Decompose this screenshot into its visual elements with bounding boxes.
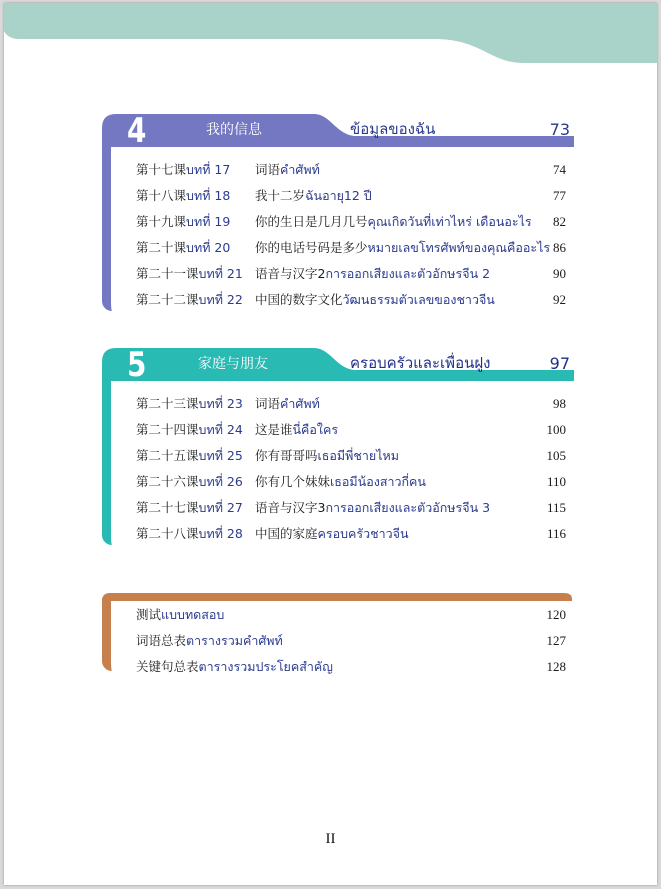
toc-entry[interactable]: [111, 209, 574, 235]
lesson-title-th: การออกเสียงและตัวอักษรจีน 2: [325, 266, 491, 281]
unit-4-number: 4: [127, 111, 147, 151]
lesson-title: [255, 391, 320, 417]
lesson-title: [255, 261, 490, 287]
lesson-number: [136, 469, 243, 495]
unit-4-header-shape: [102, 114, 574, 147]
lesson-number-cn: 第二十七课: [136, 500, 199, 515]
toc-entry[interactable]: [111, 157, 574, 183]
lesson-number: [136, 235, 230, 261]
lesson-number-cn: 第二十课: [136, 240, 187, 255]
lesson-number: [136, 391, 243, 417]
toc-page: [4, 3, 657, 885]
lesson-number-th: บทที่ 23: [198, 396, 243, 411]
lesson-title: [255, 157, 320, 183]
lesson-title-th: ครอบครัวชาวจีน: [317, 526, 409, 541]
lesson-number-th: บทที่ 22: [198, 292, 243, 307]
unit-4-section: [102, 111, 574, 311]
lesson-title: [255, 443, 399, 469]
lesson-title-cn: 中国的家庭: [255, 526, 318, 541]
unit-5-number: 5: [127, 345, 147, 385]
unit-5-body: [102, 381, 574, 545]
lesson-title-th: เธอมีน้องสาวกี่คน: [330, 474, 426, 489]
lesson-title-cn: 语音与汉字2: [255, 266, 326, 281]
appendix-list: [111, 598, 574, 680]
unit-5-title-cn: 家庭与朋友: [198, 356, 268, 372]
lesson-title-cn: 词语: [255, 396, 281, 411]
lesson-number: [136, 287, 243, 313]
lesson-page: 86: [553, 240, 566, 255]
lesson-number: [136, 261, 243, 287]
lesson-number-th: บทที่ 17: [186, 162, 231, 177]
toc-entry[interactable]: [111, 183, 574, 209]
lesson-title-cn: 你有几个妹妹: [255, 474, 331, 489]
unit-4-page: 73: [549, 120, 570, 139]
toc-entry[interactable]: [111, 287, 574, 313]
appendix-body: [102, 598, 574, 674]
lesson-number-th: บทที่ 25: [198, 448, 243, 463]
lesson-number-th: บทที่ 19: [186, 214, 231, 229]
toc-entry[interactable]: [111, 495, 574, 521]
appendix-title: [136, 654, 333, 680]
lesson-number-cn: 第二十六课: [136, 474, 199, 489]
appendix-entry[interactable]: [111, 654, 574, 680]
lesson-page: 115: [546, 500, 566, 515]
lesson-number-cn: 第十九课: [136, 214, 187, 229]
lesson-title-th: หมายเลขโทรศัพท์ของคุณคืออะไร: [367, 240, 551, 255]
appendix-title: [136, 628, 283, 654]
lesson-title: [255, 287, 495, 313]
lesson-page: 105: [546, 448, 566, 463]
toc-entry[interactable]: [111, 391, 574, 417]
lesson-title-th: คำศัพท์: [280, 162, 320, 177]
appendix-title: [136, 602, 224, 628]
appendix-entry[interactable]: [111, 602, 574, 628]
lesson-title-cn: 词语: [255, 162, 281, 177]
lesson-page: 90: [553, 266, 566, 281]
appendix-title-cn: 测试: [136, 607, 162, 622]
lesson-title-th: คำศัพท์: [280, 396, 320, 411]
lesson-title: [255, 495, 490, 521]
lesson-number: [136, 443, 243, 469]
unit-4-header[interactable]: [102, 111, 574, 151]
lesson-title: [255, 209, 532, 235]
lesson-number-th: บทที่ 24: [198, 422, 243, 437]
page-number: II: [325, 831, 336, 847]
lesson-title: [255, 235, 550, 261]
lesson-number: [136, 417, 243, 443]
unit-4-title-cn: 我的信息: [206, 122, 262, 138]
appendix-page: 128: [546, 659, 566, 674]
unit-5-title-th: ครอบครัวและเพื่อนฝูง: [350, 354, 491, 372]
toc-entry[interactable]: [111, 417, 574, 443]
lesson-page: 92: [553, 292, 566, 307]
lesson-number-th: บทที่ 21: [198, 266, 243, 281]
lesson-number-th: บทที่ 18: [186, 188, 231, 203]
lesson-number: [136, 183, 230, 209]
lesson-number-th: บทที่ 28: [198, 526, 243, 541]
lesson-title: [255, 469, 426, 495]
unit-5-lesson-list: [111, 381, 574, 547]
lesson-title-th: วัฒนธรรมตัวเลขของชาวจีน: [342, 292, 495, 307]
toc-entry[interactable]: [111, 521, 574, 547]
unit-5-page: 97: [549, 354, 570, 373]
lesson-title-cn: 你有哥哥吗: [255, 448, 318, 463]
lesson-title-cn: 我十二岁: [255, 188, 306, 203]
unit-4-body: [102, 147, 574, 311]
lesson-number-cn: 第十七课: [136, 162, 187, 177]
lesson-number-cn: 第二十三课: [136, 396, 199, 411]
lesson-title-th: การออกเสียงและตัวอักษรจีน 3: [325, 500, 491, 515]
lesson-page: 74: [553, 162, 566, 177]
lesson-number-cn: 第二十一课: [136, 266, 199, 281]
appendix-title-cn: 关键句总表: [136, 659, 199, 674]
unit-5-section: [102, 345, 574, 545]
lesson-number-th: บทที่ 27: [198, 500, 243, 515]
lesson-title-cn: 这是谁: [255, 422, 293, 437]
lesson-number: [136, 495, 243, 521]
lesson-title-cn: 你的生日是几月几号: [255, 214, 368, 229]
lesson-page: 77: [553, 188, 566, 203]
toc-entry[interactable]: [111, 261, 574, 287]
lesson-title: [255, 183, 372, 209]
lesson-page: 98: [553, 396, 566, 411]
unit-5-header-shape: [102, 348, 574, 381]
appendix-page: 120: [546, 607, 566, 622]
lesson-number-cn: 第二十五课: [136, 448, 199, 463]
lesson-number: [136, 521, 243, 547]
lesson-number: [136, 157, 230, 183]
lesson-page: 110: [546, 474, 566, 489]
lesson-number-cn: 第二十八课: [136, 526, 199, 541]
lesson-page: 100: [546, 422, 566, 437]
appendix-title-th: ตารางรวมคำศัพท์: [186, 633, 283, 648]
lesson-title: [255, 417, 338, 443]
lesson-title-cn: 你的电话号码是多少: [255, 240, 368, 255]
appendix-title-th: ตารางรวมประโยคสำคัญ: [198, 659, 333, 674]
lesson-title-th: นี่คือใคร: [292, 422, 339, 437]
appendix-title-th: แบบทดสอบ: [161, 607, 225, 622]
toc-entry[interactable]: [111, 469, 574, 495]
lesson-number-cn: 第二十二课: [136, 292, 199, 307]
top-decorative-band: [4, 3, 657, 67]
unit-4-title-th: ข้อมูลของฉัน: [350, 120, 436, 138]
lesson-number-cn: 第十八课: [136, 188, 187, 203]
lesson-title-th: คุณเกิดวันที่เท่าไหร่ เดือนอะไร: [367, 214, 532, 229]
toc-entry[interactable]: [111, 443, 574, 469]
lesson-number-th: บทที่ 20: [186, 240, 231, 255]
lesson-number-cn: 第二十四课: [136, 422, 199, 437]
lesson-page: 116: [546, 526, 566, 541]
lesson-number: [136, 209, 230, 235]
appendix-title-cn: 词语总表: [136, 633, 187, 648]
lesson-number-th: บทที่ 26: [198, 474, 243, 489]
lesson-title-th: เธอมีพี่ชายไหม: [317, 448, 399, 463]
lesson-title: [255, 521, 409, 547]
lesson-title-cn: 中国的数字文化: [255, 292, 343, 307]
appendix-page: 127: [546, 633, 566, 648]
toc-entry[interactable]: [111, 235, 574, 261]
lesson-page: 82: [553, 214, 566, 229]
lesson-title-th: ฉันอายุ12 ปี: [305, 188, 372, 203]
lesson-title-cn: 语音与汉字3: [255, 500, 326, 515]
appendix-section: [102, 593, 574, 674]
unit-4-lesson-list: [111, 147, 574, 313]
appendix-entry[interactable]: [111, 628, 574, 654]
unit-5-header[interactable]: [102, 345, 574, 385]
